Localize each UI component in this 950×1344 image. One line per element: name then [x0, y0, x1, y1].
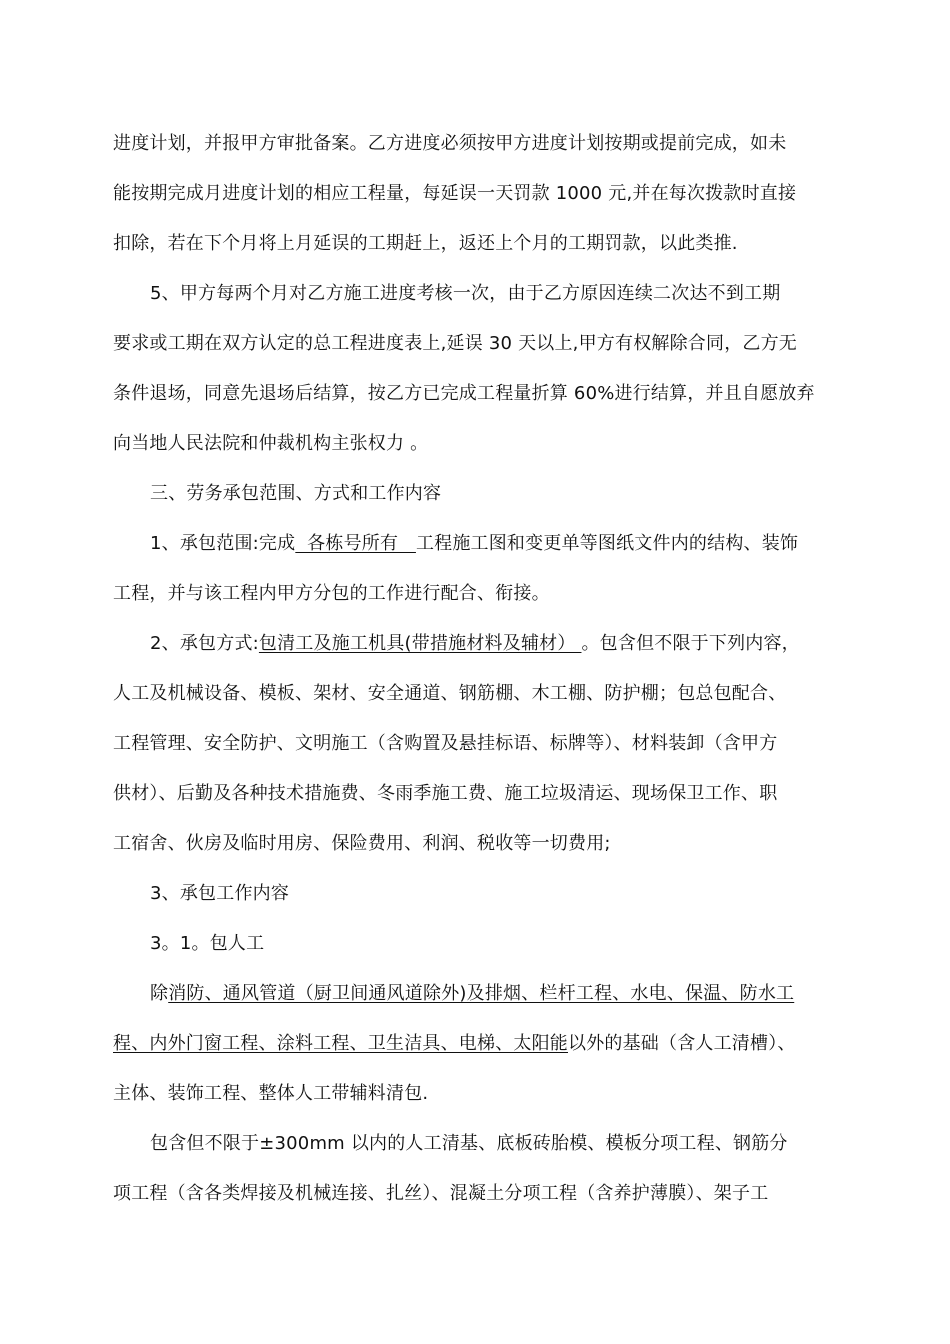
text-run: 包含但不限于±300mm 以内的人工清基、底板砖胎模、模板分项工程、钢筋分 — [150, 1133, 788, 1154]
text-run: 项工程（含各类焊接及机械连接、扎丝）、混凝土分项工程（含养护薄膜）、架子工 — [113, 1183, 769, 1204]
text-run: 三、劳务承包范围、方式和工作内容 — [150, 483, 442, 504]
text-run: 条件退场，同意先退场后结算，按乙方已完成工程量折算 60%进行结算，并且自愿放弃 — [113, 383, 815, 404]
underlined-fill-in: 包清工及施工机具(带措施材料及辅材） — [258, 633, 582, 654]
subsection-heading — [150, 931, 880, 957]
paragraph-line — [113, 681, 843, 707]
underlined-fill-in: 程、内外门窗工程、涂料工程、卫生洁具、电梯、太阳能 — [113, 1033, 568, 1054]
text-run: 5、甲方每两个月对乙方施工进度考核一次，由于乙方原因连续二次达不到工期 — [150, 283, 781, 304]
text-run: 向当地人民法院和仲裁机构主张权力 。 — [113, 433, 429, 454]
paragraph-line — [113, 731, 843, 757]
text-run: 主体、装饰工程、整体人工带辅料清包. — [113, 1083, 429, 1104]
paragraph-line — [113, 781, 843, 807]
text-run: 扣除，若在下个月将上月延误的工期赶上，返还上个月的工期罚款，以此类推. — [113, 233, 738, 254]
text-run: 人工及机械设备、模板、架材、安全通道、钢筋棚、木工棚、防护棚；包总包配合、 — [113, 683, 787, 704]
paragraph-line — [113, 381, 843, 407]
underlined-fill-in: 消防、通风管道（厨卫间通风道除外)及排烟、栏杆工程、水电、保温、防水工 — [168, 983, 795, 1004]
paragraph-line — [113, 1181, 843, 1207]
paragraph-line — [113, 1031, 843, 1057]
text-run: 能按期完成月进度计划的相应工程量，每延误一天罚款 1000 元,并在每次拨款时直接 — [113, 183, 797, 204]
paragraph-line — [150, 631, 880, 657]
text-run: 。包含但不限于下列内容， — [581, 633, 800, 654]
text-run: 3。1。包人工 — [150, 933, 265, 954]
paragraph-line — [113, 331, 843, 357]
text-run: 2、承包方式: — [150, 633, 259, 654]
paragraph-line — [150, 281, 880, 307]
paragraph-line — [113, 1081, 843, 1107]
paragraph-line — [113, 831, 843, 857]
text-run: 进度计划，并报甲方审批备案。乙方进度必须按甲方进度计划按期或提前完成，如未 — [113, 133, 787, 154]
text-run: 以外的基础（含人工清槽）、 — [568, 1033, 796, 1054]
paragraph-line — [113, 181, 843, 207]
text-run: 工程管理、安全防护、文明施工（含购置及悬挂标语、标牌等）、材料装卸（含甲方 — [113, 733, 778, 754]
text-run: 1、承包范围:完成 — [150, 533, 296, 554]
paragraph-line — [150, 531, 880, 557]
text-run: 要求或工期在双方认定的总工程进度表上,延误 30 天以上,甲方有权解除合同，乙方无 — [113, 333, 797, 354]
paragraph-line — [113, 231, 843, 257]
paragraph-line — [150, 1131, 880, 1157]
paragraph-line — [113, 131, 843, 157]
text-run: 工程施工图和变更单等图纸文件内的结构、装饰 — [415, 533, 799, 554]
text-run: 除 — [150, 983, 169, 1004]
text-run: 3、承包工作内容 — [150, 883, 290, 904]
paragraph-line — [113, 431, 843, 457]
text-run: 工程，并与该工程内甲方分包的工作进行配合、衔接。 — [113, 583, 550, 604]
underlined-fill-in: 各栋号所有 — [295, 533, 416, 554]
paragraph-line — [113, 581, 843, 607]
section-heading — [150, 481, 880, 507]
text-run: 供材）、后勤及各种技术措施费、冬雨季施工费、施工垃圾清运、现场保卫工作、职 — [113, 783, 778, 804]
paragraph-line — [150, 981, 880, 1007]
subsection-heading — [150, 881, 880, 907]
text-run: 工宿舍、伙房及临时用房、保险费用、利润、税收等一切费用; — [113, 833, 611, 854]
